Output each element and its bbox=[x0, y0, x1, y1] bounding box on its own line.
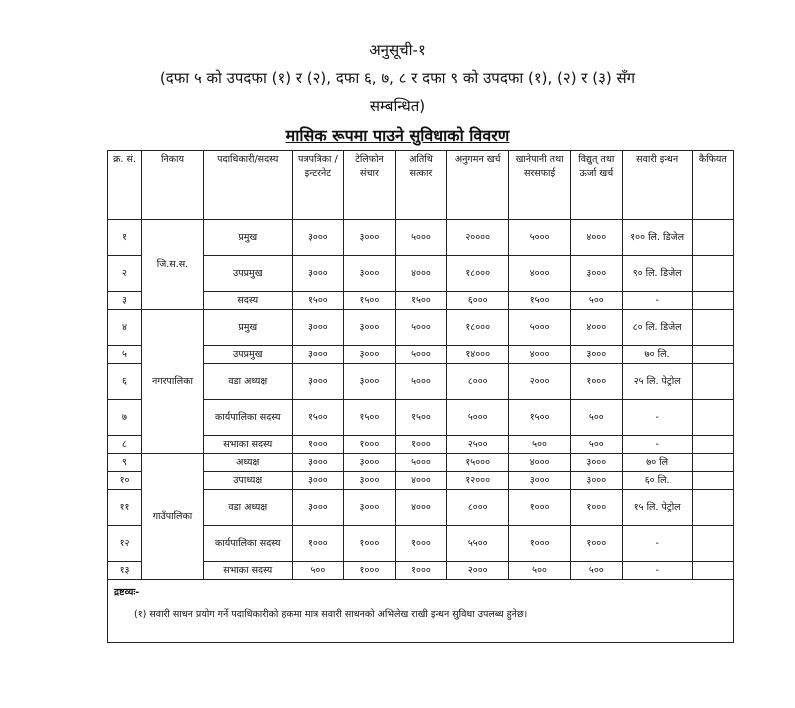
cell-value: ४००० bbox=[509, 346, 571, 364]
cell-remark bbox=[692, 220, 733, 256]
cell-value: १००० bbox=[292, 436, 344, 454]
col-header-electricity: विद्युत् तथा ऊर्जा खर्च bbox=[571, 151, 623, 220]
note-cell bbox=[108, 580, 734, 643]
cell-value: १५०० bbox=[344, 292, 396, 310]
note-item-1: (१) सवारी साधन प्रयोग गर्ने पदाधिकारीको हकमा मात्र सवारी साधनको अभिलेख राखी इन्धन सुविधा उपलब्ध हुनेछ। bbox=[134, 608, 528, 620]
cell-value: ५०० bbox=[509, 562, 571, 580]
cell-sn: ९ bbox=[108, 454, 142, 472]
table-title: मासिक रूपमा पाउने सुविधाको विवरण bbox=[285, 126, 510, 145]
cell-value: ३००० bbox=[292, 472, 344, 490]
cell-value: २५०० bbox=[447, 436, 509, 454]
cell-value: ५००० bbox=[509, 310, 571, 346]
cell-value: १८००० bbox=[447, 256, 509, 292]
cell-remark bbox=[692, 436, 733, 454]
note-row bbox=[108, 580, 734, 643]
cell-value: ३००० bbox=[292, 454, 344, 472]
cell-value: १००० bbox=[344, 436, 396, 454]
table-row bbox=[108, 454, 734, 472]
cell-remark bbox=[692, 454, 733, 472]
cell-value: १५०० bbox=[395, 400, 447, 436]
cell-value: ५००० bbox=[395, 454, 447, 472]
cell-remark bbox=[692, 562, 733, 580]
cell-value: ४००० bbox=[571, 220, 623, 256]
cell-value: ५०० bbox=[571, 436, 623, 454]
cell-value: १५०० bbox=[292, 400, 344, 436]
col-header-post: पदाधिकारी/सदस्य bbox=[203, 151, 292, 220]
cell-post: अध्यक्ष bbox=[203, 454, 292, 472]
cell-sn: ४ bbox=[108, 310, 142, 346]
cell-fuel: ६० लि. bbox=[622, 472, 692, 490]
cell-sn: ५ bbox=[108, 346, 142, 364]
cell-remark bbox=[692, 310, 733, 346]
cell-value: ४००० bbox=[509, 256, 571, 292]
cell-value: ८००० bbox=[447, 490, 509, 526]
cell-sn: १३ bbox=[108, 562, 142, 580]
cell-post: प्रमुख bbox=[203, 310, 292, 346]
cell-fuel: ९० लि. डिजेल bbox=[622, 256, 692, 292]
cell-value: ३००० bbox=[571, 346, 623, 364]
cell-fuel: ८० लि. डिजेल bbox=[622, 310, 692, 346]
cell-fuel: १५ लि. पेट्रोल bbox=[622, 490, 692, 526]
cell-value: १००० bbox=[509, 490, 571, 526]
group-dcc: जि.स.स. bbox=[142, 220, 204, 310]
col-header-telephone: टेलिफोन संचार bbox=[344, 151, 396, 220]
cell-value: ३००० bbox=[509, 472, 571, 490]
cell-value: १००० bbox=[292, 526, 344, 562]
cell-sn: २ bbox=[108, 256, 142, 292]
cell-value: ३००० bbox=[344, 310, 396, 346]
cell-remark bbox=[692, 472, 733, 490]
cell-value: २००० bbox=[509, 364, 571, 400]
cell-value: १५०० bbox=[395, 292, 447, 310]
col-header-remarks: कैफियत bbox=[692, 151, 733, 220]
cell-value: १४००० bbox=[447, 346, 509, 364]
cell-value: ८००० bbox=[447, 364, 509, 400]
cell-value: ५००० bbox=[509, 220, 571, 256]
cell-fuel: - bbox=[622, 436, 692, 454]
cell-value: ३००० bbox=[292, 364, 344, 400]
cell-value: १५०० bbox=[509, 292, 571, 310]
cell-value: ३००० bbox=[344, 454, 396, 472]
cell-post: वडा अध्यक्ष bbox=[203, 364, 292, 400]
annex-number: अनुसूची-१ bbox=[369, 41, 426, 59]
cell-fuel: ७० लि bbox=[622, 454, 692, 472]
col-header-hospitality: अतिथि सत्कार bbox=[395, 151, 447, 220]
cell-post: सदस्य bbox=[203, 292, 292, 310]
cell-value: ५००० bbox=[447, 400, 509, 436]
cell-value: ३००० bbox=[292, 310, 344, 346]
facility-table bbox=[107, 150, 734, 643]
cell-value: ३००० bbox=[344, 256, 396, 292]
cell-value: ३००० bbox=[292, 490, 344, 526]
cell-post: उपाध्यक्ष bbox=[203, 472, 292, 490]
cell-value: १००० bbox=[395, 436, 447, 454]
cell-value: २००० bbox=[447, 562, 509, 580]
cell-value: ५०० bbox=[571, 562, 623, 580]
annex-reference-continued: सम्बन्धित) bbox=[369, 97, 426, 115]
cell-value: १००० bbox=[395, 562, 447, 580]
table-row bbox=[108, 220, 734, 256]
cell-fuel: - bbox=[622, 562, 692, 580]
cell-value: १००० bbox=[571, 526, 623, 562]
col-header-fuel: सवारी इन्धन bbox=[622, 151, 692, 220]
cell-post: कार्यपालिका सदस्य bbox=[203, 400, 292, 436]
cell-post: कार्यपालिका सदस्य bbox=[203, 526, 292, 562]
cell-value: ३००० bbox=[344, 346, 396, 364]
cell-value: १५०० bbox=[344, 400, 396, 436]
cell-value: ४००० bbox=[395, 472, 447, 490]
cell-value: १५००० bbox=[447, 454, 509, 472]
cell-fuel: - bbox=[622, 292, 692, 310]
col-header-newspaper: पत्रपत्रिका /इन्टरनेट bbox=[292, 151, 344, 220]
cell-post: सभाका सदस्य bbox=[203, 562, 292, 580]
cell-fuel: - bbox=[622, 400, 692, 436]
col-header-body: निकाय bbox=[142, 151, 204, 220]
cell-value: ३००० bbox=[571, 454, 623, 472]
cell-post: सभाका सदस्य bbox=[203, 436, 292, 454]
cell-value: ३००० bbox=[292, 346, 344, 364]
cell-sn: ७ bbox=[108, 400, 142, 436]
cell-value: ३००० bbox=[571, 256, 623, 292]
cell-value: ६००० bbox=[447, 292, 509, 310]
cell-value: १००० bbox=[571, 364, 623, 400]
cell-remark bbox=[692, 490, 733, 526]
cell-sn: ८ bbox=[108, 436, 142, 454]
cell-value: १५०० bbox=[509, 400, 571, 436]
cell-value: १००० bbox=[395, 526, 447, 562]
cell-value: ३००० bbox=[344, 220, 396, 256]
cell-post: उपप्रमुख bbox=[203, 346, 292, 364]
cell-value: १२००० bbox=[447, 472, 509, 490]
cell-value: १००० bbox=[344, 562, 396, 580]
cell-value: ५००० bbox=[395, 346, 447, 364]
col-header-monitoring: अनुगमन खर्च bbox=[447, 151, 509, 220]
col-header-water: खानेपानी तथा सरसफाई bbox=[509, 151, 571, 220]
cell-fuel: - bbox=[622, 526, 692, 562]
cell-sn: ३ bbox=[108, 292, 142, 310]
col-header-sn: क्र. सं. bbox=[108, 151, 142, 220]
group-rural-municipality: गाउँपालिका bbox=[142, 454, 204, 580]
cell-fuel: १०० लि. डिजेल bbox=[622, 220, 692, 256]
cell-remark bbox=[692, 256, 733, 292]
cell-value: ४००० bbox=[395, 490, 447, 526]
cell-post: वडा अध्यक्ष bbox=[203, 490, 292, 526]
note-heading: द्रष्टव्यः- bbox=[114, 587, 140, 598]
cell-value: ३००० bbox=[344, 490, 396, 526]
cell-value: ५०० bbox=[292, 562, 344, 580]
cell-value: ३००० bbox=[571, 472, 623, 490]
cell-value: ३००० bbox=[292, 256, 344, 292]
header-row bbox=[108, 151, 734, 220]
cell-remark bbox=[692, 364, 733, 400]
cell-remark bbox=[692, 400, 733, 436]
cell-value: ५००० bbox=[395, 364, 447, 400]
cell-value: १००० bbox=[571, 490, 623, 526]
cell-value: २०००० bbox=[447, 220, 509, 256]
cell-value: १५०० bbox=[292, 292, 344, 310]
cell-value: ३००० bbox=[344, 364, 396, 400]
cell-value: ४००० bbox=[395, 256, 447, 292]
cell-value: ५०० bbox=[571, 292, 623, 310]
cell-post: उपप्रमुख bbox=[203, 256, 292, 292]
cell-sn: ११ bbox=[108, 490, 142, 526]
cell-value: ३००० bbox=[292, 220, 344, 256]
cell-sn: ६ bbox=[108, 364, 142, 400]
cell-remark bbox=[692, 346, 733, 364]
cell-value: १००० bbox=[344, 526, 396, 562]
cell-value: ४००० bbox=[509, 454, 571, 472]
cell-value: ५००० bbox=[395, 310, 447, 346]
cell-value: ५००० bbox=[395, 220, 447, 256]
cell-fuel: ७० लि. bbox=[622, 346, 692, 364]
cell-value: ५०० bbox=[571, 400, 623, 436]
cell-value: १००० bbox=[509, 526, 571, 562]
group-municipality: नगरपालिका bbox=[142, 310, 204, 454]
cell-value: ५५०० bbox=[447, 526, 509, 562]
cell-remark bbox=[692, 526, 733, 562]
cell-value: ४००० bbox=[571, 310, 623, 346]
cell-sn: १ bbox=[108, 220, 142, 256]
cell-fuel: २५ लि. पेट्रोल bbox=[622, 364, 692, 400]
cell-remark bbox=[692, 292, 733, 310]
cell-value: १८००० bbox=[447, 310, 509, 346]
table-row bbox=[108, 310, 734, 346]
cell-value: ५०० bbox=[509, 436, 571, 454]
cell-value: ३००० bbox=[344, 472, 396, 490]
cell-sn: १० bbox=[108, 472, 142, 490]
cell-post: प्रमुख bbox=[203, 220, 292, 256]
cell-sn: १२ bbox=[108, 526, 142, 562]
annex-reference: (दफा ५ को उपदफा (१) र (२), दफा ६, ७, ८ र दफा ९ को उपदफा (१), (२) र (३) सँग bbox=[159, 69, 636, 87]
